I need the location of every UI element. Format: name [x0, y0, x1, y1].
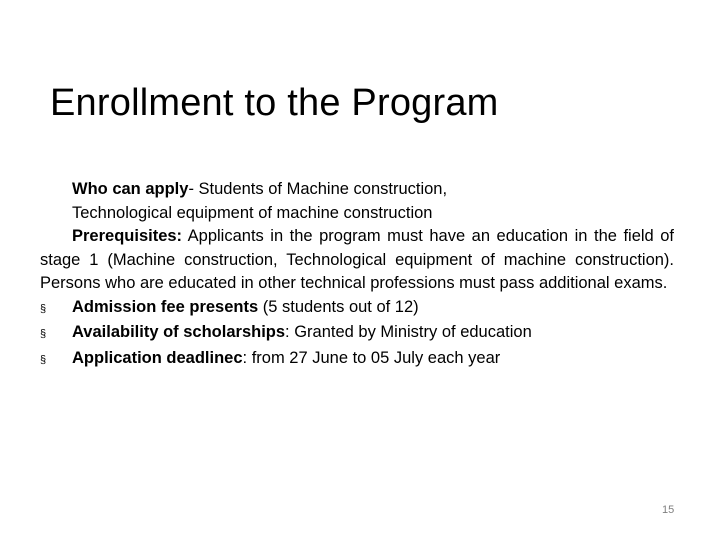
bullet-square-icon: § — [40, 302, 47, 315]
bullet-bold: Availability of scholarships — [72, 323, 286, 341]
bullet-rest: : Granted by Ministry of education — [285, 323, 532, 341]
page-number: 15 — [662, 504, 675, 516]
bullet-rest: (5 students out of 12) — [258, 297, 419, 316]
who-can-apply-text-1: - Students of Machine construction, — [188, 180, 448, 198]
who-can-apply-line-1 — [40, 178, 674, 202]
bullet-text — [72, 321, 532, 345]
who-can-apply-label: Who can apply — [72, 180, 189, 198]
prerequisites-text: Applicants in the program must have an education in the field of stage 1 (Machine construction, Technological equipment of machine construction). Persons who are educated in other technical professions must pass additional exams. — [40, 227, 674, 292]
bullet-text — [72, 296, 419, 320]
bullet-square-icon: § — [40, 353, 47, 366]
bullet-square-icon: § — [40, 328, 47, 340]
bullet-item-deadline — [40, 347, 674, 373]
slide-body — [40, 178, 674, 372]
slide-title: Enrollment to the Program — [50, 82, 499, 124]
prerequisites-label: Prerequisites: — [72, 227, 183, 245]
bullet-rest: : from 27 June to 05 July each year — [242, 348, 501, 367]
prerequisites-paragraph — [40, 225, 674, 296]
bullet-text — [72, 347, 500, 371]
bullet-bold: Application deadlinec — [72, 348, 243, 367]
bullet-item-admission-fee — [40, 296, 674, 322]
bullet-item-scholarships — [40, 321, 674, 347]
bullet-bold: Admission fee presents — [72, 297, 259, 316]
who-can-apply-text-2: Technological equipment of machine construction — [72, 203, 433, 222]
